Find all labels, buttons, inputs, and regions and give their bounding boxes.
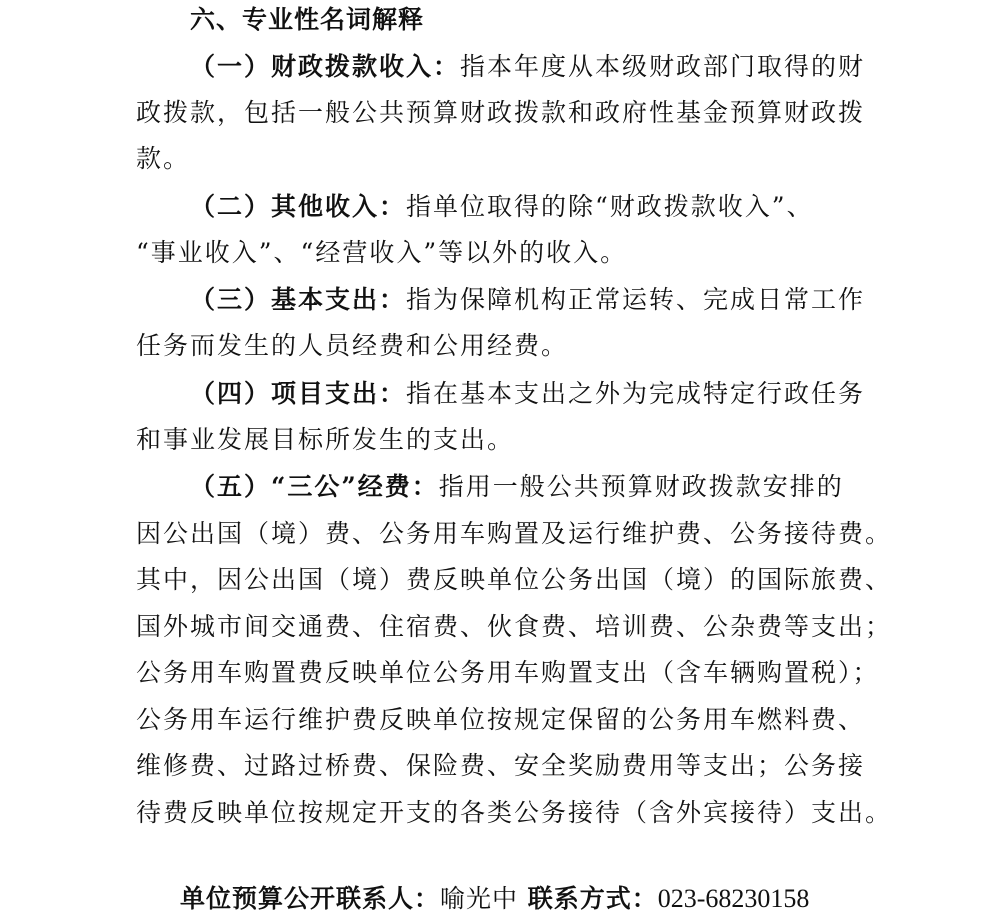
term-5-line-7: 维修费、过路过桥费、保险费、安全奖励费用等支出；公务接 (136, 751, 866, 780)
term-3-label: （三）基本支出： (190, 285, 407, 314)
term-2-first-line (190, 191, 814, 223)
term-4-text: 指在基本支出之外为完成特定行政任务 (406, 379, 866, 408)
term-4-line-2: 和事业发展目标所发生的支出。 (136, 425, 515, 454)
term-5-line-6: 公务用车运行维护费反映单位按规定保留的公务用车燃料费、 (136, 705, 866, 734)
term-5-line-4: 国外城市间交通费、住宿费、伙食费、培训费、公杂费等支出； (136, 612, 893, 641)
term-5-label: （五）“三公”经费： (190, 472, 439, 501)
term-5-first-line (190, 471, 844, 503)
contact-person: 喻光中 (440, 884, 519, 913)
term-1-line-3: 款。 (136, 144, 191, 173)
section-title: 六、专业性名词解释 (190, 5, 425, 34)
term-2-line-2: “事业收入”、“经营收入”等以外的收入。 (136, 238, 628, 267)
contact-line (180, 883, 809, 915)
term-1-label: （一）财政拨款收入： (190, 52, 461, 81)
term-5-line-5: 公务用车购置费反映单位公务用车购置支出（含车辆购置税）； (136, 658, 880, 687)
term-5-text: 指用一般公共预算财政拨款安排的 (438, 472, 844, 501)
term-5-line-2: 因公出国（境）费、公务用车购置及运行维护费、公务接待费。 (136, 519, 893, 548)
term-3-first-line (190, 284, 865, 316)
term-4-first-line (190, 378, 865, 410)
term-2-text: 指单位取得的除“财政拨款收入”、 (406, 192, 814, 221)
term-4-label: （四）项目支出： (190, 379, 407, 408)
contact-phone: 023-68230158 (657, 884, 810, 913)
term-2-label: （二）其他收入： (190, 192, 407, 221)
term-3-line-2: 任务而发生的人员经费和公用经费。 (136, 331, 569, 360)
contact-phone-label: 联系方式： (527, 884, 658, 913)
term-5-line-8: 待费反映单位按规定开支的各类公务接待（含外宾接待）支出。 (136, 798, 893, 827)
term-1-first-line (190, 51, 865, 83)
contact-person-label: 单位预算公开联系人： (180, 884, 441, 913)
term-1-text: 指本年度从本级财政部门取得的财 (460, 52, 866, 81)
term-5-line-3: 其中，因公出国（境）费反映单位公务出国（境）的国际旅费、 (136, 565, 893, 594)
term-3-text: 指为保障机构正常运转、完成日常工作 (406, 285, 866, 314)
term-1-line-2: 政拨款，包括一般公共预算财政拨款和政府性基金预算财政拨 (136, 98, 866, 127)
